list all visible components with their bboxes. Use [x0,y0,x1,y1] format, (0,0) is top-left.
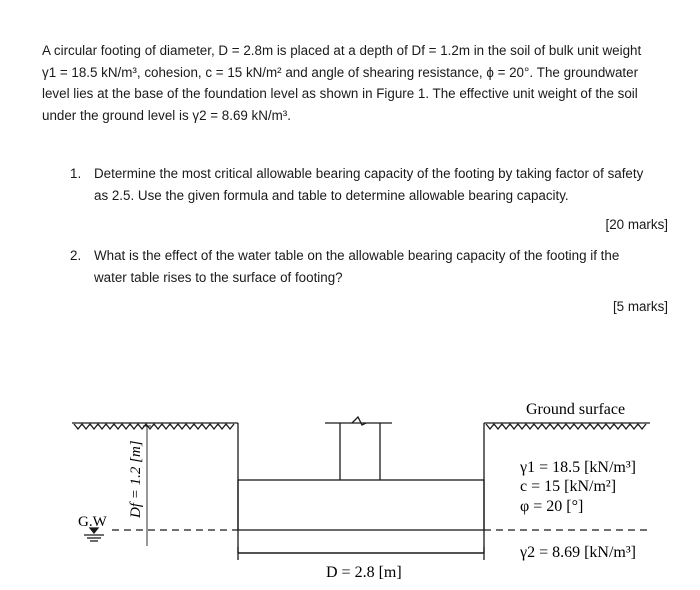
left-ground-hatch [72,423,238,429]
gw-label: G.W [78,514,107,530]
question-2-marks: [5 marks] [612,299,668,314]
problem-line-1: A circular footing of diameter, D = 2.8m is placed at a depth of Df = 1.2m in the soil of bulk unit weight [42,43,642,58]
question-number: 2. [70,248,82,263]
question-line-1: Determine the most critical allowable bearing capacity of the footing by taking factor of safety [94,166,644,181]
question-line-1: What is the effect of the water table on the allowable bearing capacity of the footing if the [94,248,620,263]
question-number: 1. [70,166,82,181]
question-line-2: as 2.5. Use the given formula and table to determine allowable bearing capacity. [94,187,569,203]
gamma1-label: γ1 = 18.5 [kN/m³] [520,459,636,476]
cohesion-label: c = 15 [kN/m²] [520,478,617,495]
diameter-label: D = 2.8 [m] [326,564,402,581]
gamma2-label: γ2 = 8.69 [kN/m³] [520,544,636,561]
footing-column [325,417,392,480]
problem-line-4: under the ground level is γ2 = 8.69 kN/m³. [42,107,291,123]
depth-label: Df = 1.2 [m] [128,440,144,518]
phi-label: φ = 20 [°] [520,498,584,515]
right-ground-hatch [484,423,650,429]
ground-surface-label: Ground surface [526,401,626,418]
question-1-marks: [20 marks] [605,217,668,232]
question-line-2: water table rises to the surface of footing? [94,269,343,285]
problem-line-3: level lies at the base of the foundation level as shown in Figure 1. The effective unit weight of the soil [42,86,638,101]
footing-slab [238,480,484,530]
problem-line-2: γ1 = 18.5 kN/m³, cohesion, c = 15 kN/m² and angle of shearing resistance, ϕ = 20°. The groundwater [42,64,639,80]
